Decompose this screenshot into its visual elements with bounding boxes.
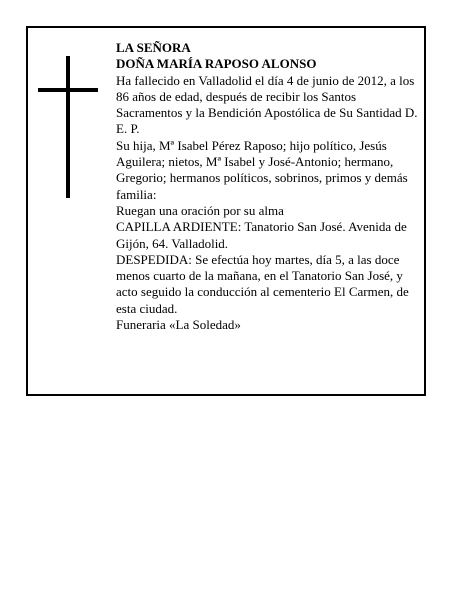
notice-title: LA SEÑORA — [116, 40, 191, 55]
death-announcement: Ha fallecido en Valladolid el día 4 de junio de 2012, a los 86 años de edad, después de recibir los Santos Sacramentos y la Bendición Apostólica de Su Santidad D. E. P. — [116, 72, 418, 137]
farewell-info: DESPEDIDA: Se efectúa hoy martes, día 5, a las doce menos cuarto de la mañana, en el Tanatorio San José, y acto seguido la conducción al cementerio El Carmen, de esta ciudad. — [116, 251, 409, 316]
notice-text — [116, 40, 418, 333]
cross-horizontal-bar — [38, 88, 98, 92]
obituary-notice — [26, 26, 426, 396]
chapel-info: CAPILLA ARDIENTE: Tanatorio San José. Avenida de Gijón, 64. Valladolid. — [116, 219, 407, 251]
funeral-home: Funeraria «La Soledad» — [116, 317, 241, 333]
deceased-name: DOÑA MARÍA RAPOSO ALONSO — [116, 56, 317, 72]
prayer-request: Ruegan una oración por su alma — [116, 202, 284, 218]
cross-vertical-bar — [66, 56, 70, 198]
family-list: Su hija, Mª Isabel Pérez Raposo; hijo político, Jesús Aguilera; nietos, Mª Isabel y José-Antonio; hermano, Gregorio; hermanos políticos, sobrinos, primos y demás familia: — [116, 137, 408, 202]
cross-icon — [38, 56, 98, 198]
